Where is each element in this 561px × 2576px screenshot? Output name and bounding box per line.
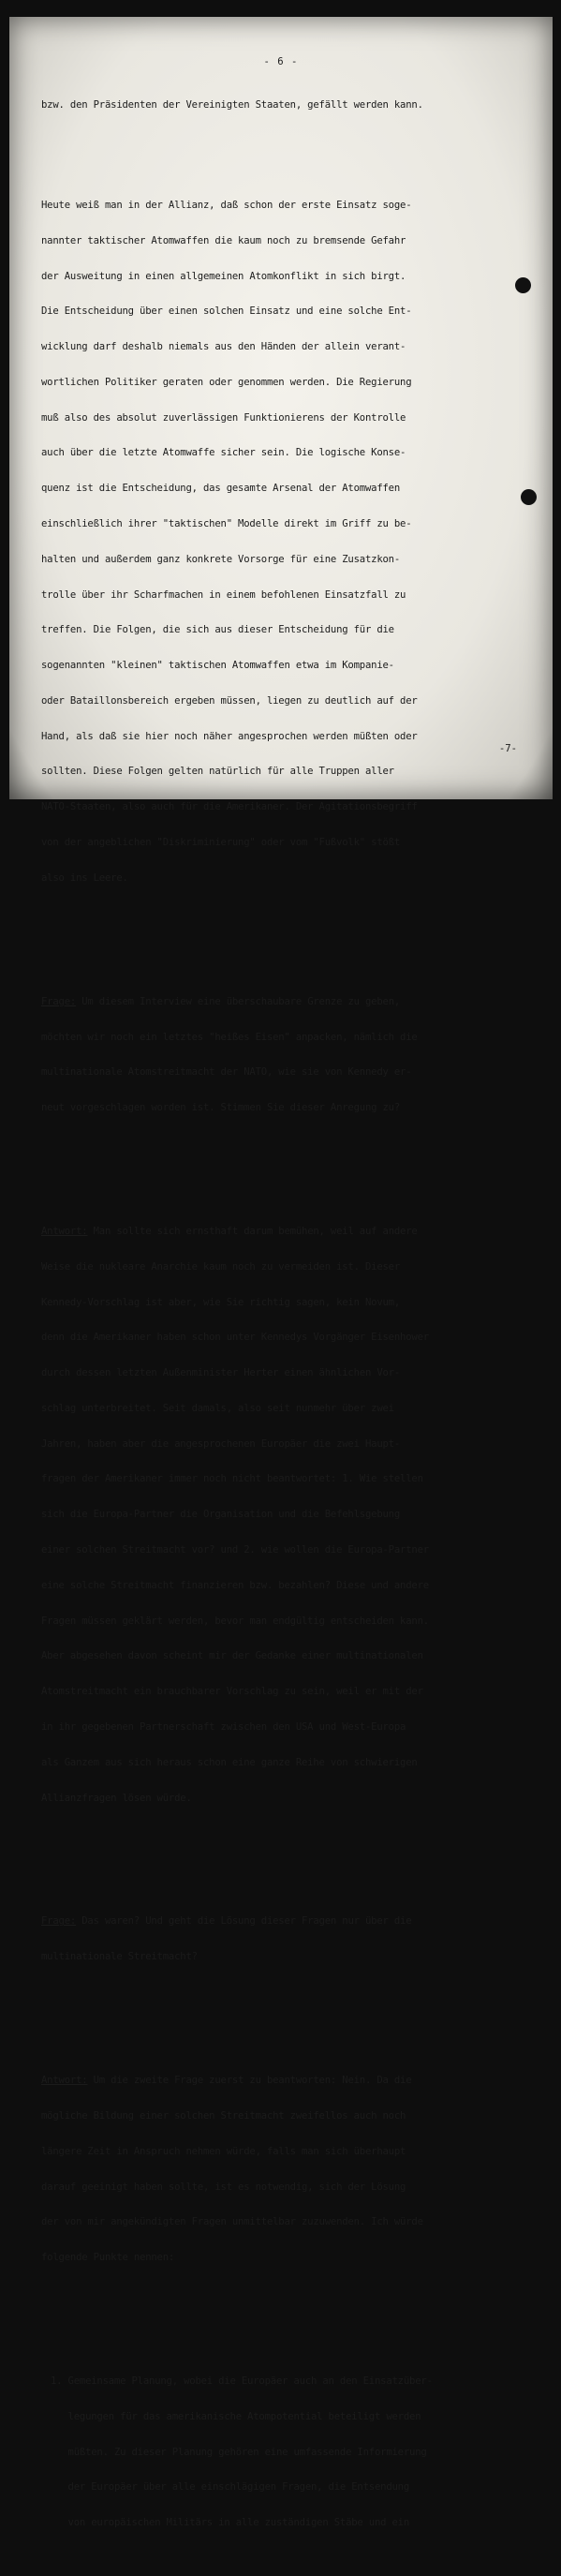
text-line: folgende Punkte nennen: xyxy=(41,2252,175,2264)
text-line: Fragen müssen geklärt werden, bevor man endgültig entscheiden kann. xyxy=(41,1615,429,1627)
question-2 xyxy=(41,1892,545,1987)
text-line: multinationale Streitmacht? xyxy=(41,1951,198,1963)
text-line: Heute weiß man in der Allianz, daß schon der erste Einsatz soge- xyxy=(41,199,412,211)
answer-1 xyxy=(41,1202,545,1827)
paragraph-1 xyxy=(41,176,545,908)
intro-line: bzw. den Präsidenten der Vereinigten Staaten, gefällt werden kann. xyxy=(41,99,423,112)
text-line: einschließlich ihrer "taktischen" Modelle direkt im Griff zu be- xyxy=(41,517,412,529)
answer-2 xyxy=(41,2051,545,2287)
question-label: Frage: xyxy=(41,1915,77,1928)
text-line: möchten wir noch ein letztes "heißes Eisen" anpacken, nämlich die xyxy=(41,1031,418,1043)
text-line: fragen der Amerikaner immer noch nicht beantwortet: 1. Wie stellen xyxy=(41,1473,423,1485)
text-line: eine solche Streitmacht finanzieren bzw. bezahlen? Diese und andere xyxy=(41,1579,429,1591)
text-line: schlag unterbreitet. Seit damals, also seit nunmehr über zwei xyxy=(41,1402,394,1414)
text-line: multinationale Atomstreitmacht der NATO, wie sie von Kennedy er- xyxy=(41,1066,412,1079)
text-line: von der angeblichen "Diskriminierung" oder vom "Fußvolk" stößt xyxy=(41,837,401,848)
text-line: der Ausweitung in einen allgemeinen Atomkonflikt in sich birgt. xyxy=(41,270,406,282)
question-1 xyxy=(41,973,545,1138)
text-line: sich die Europa-Partner die Organisation und die Befehlsgebung xyxy=(41,1509,401,1521)
text-line: in ihr gegebenen Partnerschaft zwischen den USA und West-Europa xyxy=(41,1720,406,1733)
question-text: Um diesem Interview eine überschaubare Grenze zu geben, xyxy=(76,995,401,1007)
text-line: als Ganzem aus sich heraus schon eine ganze Reihe von schwierigen xyxy=(41,1756,418,1768)
text-line: einer solchen Streitmacht vor? und 2. wie wollen die Europa-Partner xyxy=(41,1544,429,1556)
text-line: darauf geeinigt haben sollte, ist es notwendig, sich der Lösung xyxy=(41,2181,406,2193)
question-label: Frage: xyxy=(41,995,77,1007)
text-line xyxy=(41,2075,545,2087)
text-line: längere Zeit in Anspruch nehmen würde, falls man sich überhaupt xyxy=(41,2145,406,2157)
text-line: Kennedy-Vorschlag ist aber, wie Sie richtig sagen, kein Novum, xyxy=(41,1296,401,1308)
text-line: muß also des absolut zuverlässigen Funktionierens der Kontrolle xyxy=(41,411,406,424)
answer-text: Um die zweite Frage zuerst zu beantworten: Nein. Da die xyxy=(87,2075,412,2087)
answer-label: Antwort: xyxy=(41,1226,88,1237)
text-line: legungen für das amerikanische Atompotential beteiligt werden xyxy=(51,2410,421,2422)
answer-text: Man sollte sich ernsthaft darum bemühen, weil auf andere xyxy=(87,1226,418,1237)
text-line xyxy=(41,1915,545,1928)
text-line: sollten. Diese Folgen gelten natürlich für alle Truppen aller xyxy=(41,766,394,778)
text-line: Aber abgesehen davon scheint mir der Gedanke einer multinationalen xyxy=(41,1650,423,1662)
text-line: auch über die letzte Atomwaffe sicher sein. Die logische Konse- xyxy=(41,447,406,459)
text-line: müßten. Zu dieser Planung gehören eine umfassende Informierung xyxy=(51,2446,427,2458)
document-page xyxy=(9,17,553,2529)
text-line: also ins Leere. xyxy=(41,871,128,884)
text-line: von europäischen Militärs in alle zuständigen Stäbe und ein xyxy=(51,2517,410,2529)
text-line: trolle über ihr Scharfmachen in einem befohlenen Einsatzfall zu xyxy=(41,588,406,601)
text-line: wicklung darf deshalb niemals aus den Händen der allein verant- xyxy=(41,341,406,353)
text-line: der von mir angekündigten Fragen unmittelbar zuzuwenden. Ich würde xyxy=(41,2216,423,2228)
text-line: der Europäer über alle einschlägigen Fragen, die Entsendung xyxy=(51,2481,410,2494)
text-line: Hand, als daß sie hier noch näher angesprochen werden müßten oder xyxy=(41,730,418,742)
text-line: sogenannten "kleinen" taktischen Atomwaffen etwa im Kompanie- xyxy=(41,660,394,672)
text-line: Die Entscheidung über einen solchen Einsatz und eine solche Ent- xyxy=(41,305,412,318)
text-line: nannter taktischer Atomwaffen die kaum noch zu bremsende Gefahr xyxy=(41,234,406,246)
text-line: Weise die nukleare Anarchie kaum noch zu vermeiden ist. Dieser xyxy=(41,1260,401,1273)
text-line: quenz ist die Entscheidung, das gesamte Arsenal der Atomwaffen xyxy=(41,483,401,495)
text-line: durch dessen letzten Außenminister Herter einen ähnlichen Vor- xyxy=(41,1367,401,1379)
text-line: Allianzfragen lösen würde. xyxy=(41,1792,192,1804)
answer-label: Antwort: xyxy=(41,2075,88,2087)
text-line: halten und außerdem ganz konkrete Vorsorge für eine Zusatzkon- xyxy=(41,553,401,565)
text-line: 1. Gemeinsame Planung, wobei die Europäer auch an den Einsatzüber- xyxy=(51,2375,433,2387)
text-line: mögliche Bildung einer solchen Streitmacht zweifellos auch noch xyxy=(41,2109,406,2122)
text-line: Jahren, haben aber die angesprochenen Europäer die zwei Haupt- xyxy=(41,1437,401,1450)
text-line: Atomstreitmacht ein brauchbarer Vorschlag zu sein, weil er mit der xyxy=(41,1686,423,1698)
question-text: Das waren? Und geht die Lösung dieser Fragen nur über die xyxy=(76,1915,412,1928)
text-line: neut vorgeschlagen worden ist. Stimmen Sie dieser Anregung zu? xyxy=(41,1102,401,1114)
text-line: wortlichen Politiker geraten oder genommen werden. Die Regierung xyxy=(41,376,412,388)
text-line xyxy=(41,996,545,1008)
text-line: oder Bataillonsbereich ergeben müssen, liegen zu deutlich auf der xyxy=(41,694,418,707)
text-line: denn die Amerikaner haben schon unter Kennedys Vorgänger Eisenhower xyxy=(41,1332,429,1344)
text-line: NATO-Staaten, also auch für die Amerikaner. Der Agitationsbegriff xyxy=(41,801,418,813)
list-item-1 xyxy=(51,2352,545,2553)
document-body xyxy=(41,59,545,2576)
page-header: - 6 - xyxy=(263,56,299,67)
page-footer: -7- xyxy=(498,743,517,754)
text-line xyxy=(41,1226,545,1238)
text-line: treffen. Die Folgen, die sich aus dieser Entscheidung für die xyxy=(41,624,394,636)
